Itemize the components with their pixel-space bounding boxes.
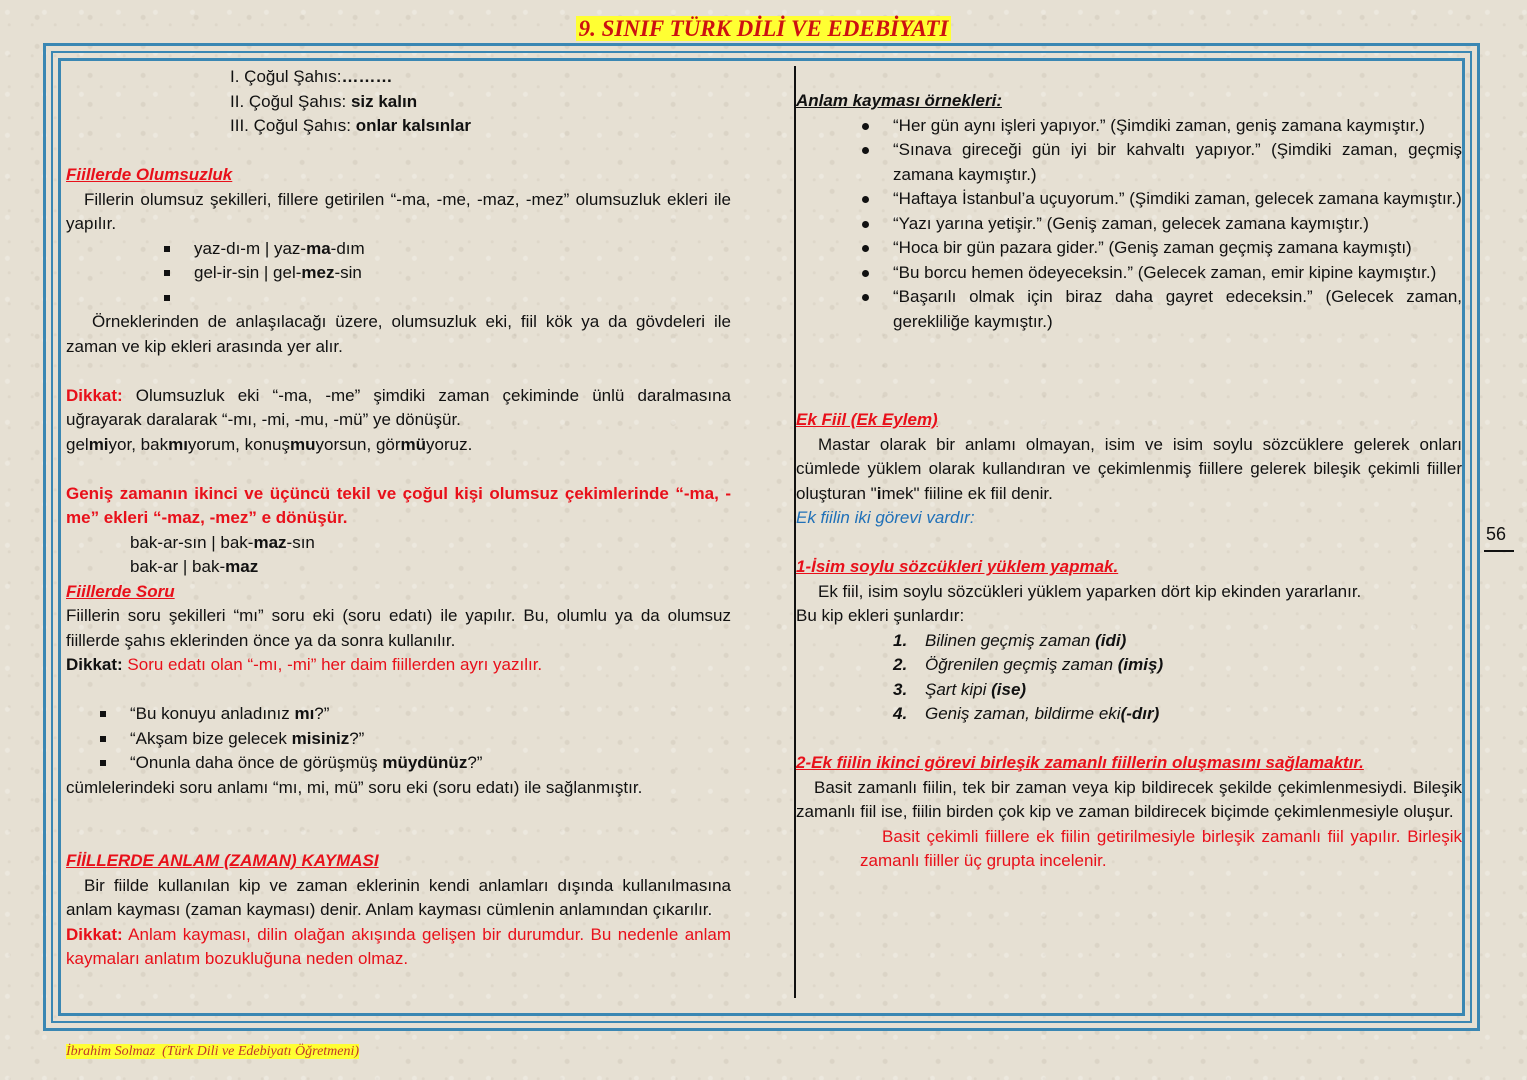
plural-third: III. Çoğul Şahıs: onlar kalsınlar (230, 116, 471, 135)
list-item: “Başarılı olmak için biraz daha gayret edeceksin.” (Gelecek zaman, gerekliliğe kaymıştır.) (796, 285, 1462, 334)
duty1-text: Ek fiil, isim soylu sözcükleri yüklem yaparken dört kip ekinden yararlanır. (818, 581, 1362, 601)
negation-examples (66, 237, 731, 311)
list-item: “Akşam bize gelecek misiniz?” (66, 727, 731, 752)
aorist-rule: Geniş zamanın ikinci ve üçüncü tekil ve çoğul kişi olumsuz çekimlerinde “-ma, -me” ekleri “-maz, -mez” e dönüşür. (66, 483, 731, 527)
list-item: “Bu konuyu anladınız mı?” (66, 702, 731, 727)
list-item: 2. Öğrenilen geçmiş zaman (imiş) (893, 655, 1164, 674)
question-summary: cümlelerindeki soru anlamı “mı, mi, mü” soru eki (soru edatı) ile sağlanmıştır. (66, 777, 643, 797)
footer-credit: İbrahim Solmaz (Türk Dili ve Edebiyatı Öğretmeni) (66, 1044, 360, 1059)
duty1-heading: 1-İsim soylu sözcükleri yüklem yapmak. (796, 557, 1119, 576)
negation-heading: Fiillerde Olumsuzluk (66, 165, 233, 184)
list-item: “Bu borcu hemen ödeyeceksin.” (Gelecek zaman, emir kipine kaymıştır.) (796, 261, 1462, 286)
duty2-red: Basit çekimli fiillere ek fiilin getirilmesiyle birleşik zamanlı fiil yapılır. Birleşik zamanlı fiiller üç grupta incelenir. (860, 826, 1462, 870)
shift-note: Dikkat: Anlam kayması, dilin olağan akışında gelişen bir durumdur. Bu nedenle anlam kaymaları anlatım bozukluğuna neden olmaz. (66, 924, 731, 968)
left-column (66, 65, 731, 972)
plural-second: II. Çoğul Şahıs: siz kalın (230, 91, 418, 111)
page-number-underline (1484, 550, 1514, 552)
aorist-example-2: bak-ar | bak-maz (130, 557, 259, 576)
examples-heading: Anlam kayması örnekleri: (796, 91, 1002, 110)
list-item: “Sınava gireceği gün iyi bir kahvaltı yapıyor.” (Şimdiki zaman, geçmiş zamana kaymıştır.) (796, 138, 1462, 187)
page-title: 9. SINIF TÜRK DİLİ VE EDEBİYATI (0, 14, 1527, 44)
duty1-list-intro: Bu kip ekleri şunlardır: (796, 606, 965, 625)
list-item: 3. Şart kipi (ise) (893, 679, 1027, 699)
question-intro: Fiillerin soru şekilleri “mı” soru eki (soru edatı) ile yapılır. Bu, olumlu ya da olumsuz fiillerde şahıs eklerinden önce ya da sonra kullanılır. (66, 606, 731, 650)
list-item-empty (66, 286, 731, 311)
narrowing-examples: gelmiyor, bakmıyorum, konuşmuyorsun, görmüyoruz. (66, 434, 473, 454)
mood-list (796, 629, 1462, 727)
page-number: 56 (1486, 524, 1507, 544)
duty2-text: Basit zamanlı fiilin, tek bir zaman veya kip bildirecek şekilde çekimlenmesiydi. Bileşik zamanlı fiil ise, fiilin birden çok kip ve zaman bildirecek biçimde çekimlenmesiyle oluşur. (796, 777, 1462, 821)
question-heading: Fiillerde Soru (66, 581, 175, 601)
question-note: Dikkat: Soru edatı olan “-mı, -mi” her daim fiillerden ayrı yazılır. (66, 655, 543, 674)
shift-heading: FİİLLERDE ANLAM (ZAMAN) KAYMASI (66, 851, 379, 870)
negation-note: Dikkat: Olumsuzluk eki “-ma, -me” şimdiki zaman çekiminde ünlü daralmasına uğrayarak daralarak “-mı, -mi, -mu, -mü” ye dönüşür. (66, 385, 731, 429)
right-column (796, 89, 1462, 874)
list-item: “Hoca bir gün pazara gider.” (Geniş zaman geçmiş zamana kaymıştı) (796, 236, 1462, 261)
question-examples (66, 702, 731, 776)
list-item: 4. Geniş zaman, bildirme eki(-dır) (893, 704, 1160, 723)
list-item: “Onunla daha önce de görüşmüş müydünüz?” (66, 751, 731, 776)
list-item: yaz-dı-m | yaz-ma-dım (66, 237, 731, 262)
ekfiil-intro: Mastar olarak bir anlamı olmayan, isim ve isim soylu sözcüklere gelerek onları cümlede yüklem olarak kullandıran ve çekimlenmiş fiillere gelerek bileşik çekimli fiiller oluşturan "imek" fiiline ek fiil denir. (796, 434, 1462, 503)
duty2-heading: 2-Ek fiilin ikinci görevi birleşik zamanlı fiillerin oluşmasını sağlamaktır. (796, 753, 1364, 772)
list-item: “Her gün aynı işleri yapıyor.” (Şimdiki zaman, geniş zamana kaymıştır.) (796, 114, 1462, 139)
ekfiil-heading: Ek Fiil (Ek Eylem) (796, 410, 938, 429)
shift-examples (796, 114, 1462, 335)
shift-intro: Bir fiilde kullanılan kip ve zaman eklerinin kendi anlamları dışında kullanılmasına anlam kayması (zaman kayması) denir. Anlam kayması cümlenin anlamından çıkarılır. (66, 875, 731, 919)
plural-first: I. Çoğul Şahıs:……… (230, 67, 393, 86)
list-item: “Yazı yarına yetişir.” (Geniş zaman, gelecek zamana kaymıştır.) (796, 212, 1462, 237)
ekfiil-duties: Ek fiilin iki görevi vardır: (796, 508, 975, 527)
aorist-example-1: bak-ar-sın | bak-maz-sın (130, 532, 315, 552)
list-item: “Haftaya İstanbul’a uçuyorum.” (Şimdiki zaman, gelecek zamana kaymıştır.) (796, 187, 1462, 212)
list-item: 1. Bilinen geçmiş zaman (idi) (893, 630, 1127, 650)
negation-explain: Örneklerinden de anlaşılacağı üzere, olumsuzluk eki, fiil kök ya da gövdeleri ile zaman ve kip ekleri arasında yer alır. (66, 312, 731, 356)
list-item: gel-ir-sin | gel-mez-sin (66, 261, 731, 286)
negation-intro: Fillerin olumsuz şekilleri, fillere getirilen “-ma, -me, -maz, -mez” olumsuzluk ekleri ile yapılır. (66, 189, 731, 233)
